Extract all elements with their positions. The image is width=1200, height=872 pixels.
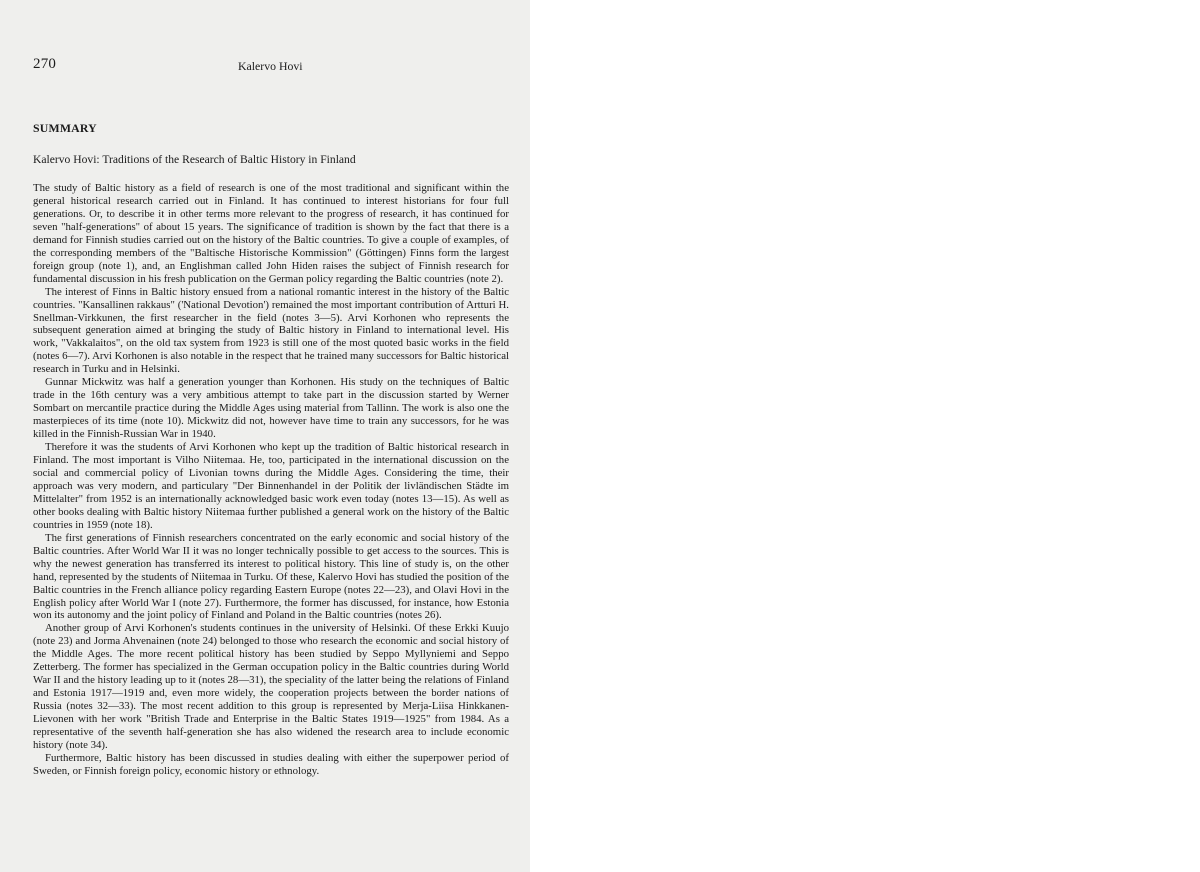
article-title: Kalervo Hovi: Traditions of the Research of Baltic History in Finland: [33, 153, 356, 166]
paragraph: The study of Baltic history as a field of research is one of the most traditional and significant within the general historical research carried out in Finland. It has continued to interest historians for four full generations. Or, to describe it in other terms more relevant to the progress of research, it has continued for seven "half-generations" of about 15 years. The significance of tradition is shown by the fact that there is a demand for Finnish studies carried out on the history of the Baltic countries. To give a couple of examples, of the corresponding members of the "Baltische Historische Kommission" (Göttingen) Finns form the largest foreign group (note 1), and, an Englishman called John Hiden raises the subject of Finnish research for fundamental discussion in his fresh publication on the German policy regarding the Baltic countries (note 2).: [33, 182, 509, 285]
paragraph: Gunnar Mickwitz was half a generation younger than Korhonen. His study on the techniques of Baltic trade in the 16th century was a very ambitious attempt to take part in the discussion started by Werner Sombart on mercantile practice during the Middle Ages using material from Tallinn. The work is also one the masterpieces of its time (note 10). Mickwitz did not, however have time to train any successors, for he was killed in the Finnish-Russian War in 1940.: [33, 376, 509, 441]
paragraph: The first generations of Finnish researchers concentrated on the early economic and social history of the Baltic countries. After World War II it was no longer technically possible to get access to the sources. This is why the newest generation has transferred its interest to political history. This line of study is, on the other hand, represented by the students of Niitemaa in Turku. Of these, Kalervo Hovi has studied the position of the Baltic countries in the French alliance policy regarding Eastern Europe (notes 22—23), and Olavi Hovi in the English policy after World War I (note 27). Furthermore, the former has discussed, for instance, how Estonia won its autonomy and the joint policy of Finland and Poland in the Baltic countries (notes 26).: [33, 531, 509, 622]
paragraph: Furthermore, Baltic history has been discussed in studies dealing with either the superpower period of Sweden, or Finnish foreign policy, economic history or ethnology.: [33, 751, 509, 777]
scanned-page: [0, 0, 530, 872]
paragraph: Therefore it was the students of Arvi Korhonen who kept up the tradition of Baltic historical research in Finland. The most important is Vilho Niitemaa. He, too, participated in the international discussion on the social and commercial policy of Livonian towns during the Middle Ages. Considering the time, their approach was very modern, and particulary "Der Binnenhandel in der Politik der livländischen Städte im Mittelalter" from 1952 is an internationally acknowledged basic work even today (notes 13—15). As well as other books dealing with Baltic history Niitemaa further published a general work on the history of the Baltic countries in 1959 (note 18).: [33, 441, 509, 531]
summary-body: [33, 182, 509, 778]
paragraph: The interest of Finns in Baltic history ensued from a national romantic interest in the history of the Baltic countries. "Kansallinen rakkaus" ('National Devotion') remained the most important contribution of Artturi H. Snellman-Virkkunen, the first researcher in the field (notes 3—5). Arvi Korhonen who represents the subsequent generation aimed at bringing the study of Baltic history in Finland to international level. His work, "Vakkalaitos", on the old tax system from 1923 is still one of the most quoted basic works in the field (notes 6—7). Arvi Korhonen is also notable in the respect that he trained many successors for Baltic historical research in Turku and in Helsinki.: [33, 285, 509, 376]
paragraph: Another group of Arvi Korhonen's students continues in the university of Helsinki. Of these Erkki Kuujo (note 23) and Jorma Ahvenainen (note 24) belonged to those who research the economic and social history of the Middle Ages. The more recent political history has been studied by Seppo Myllyniemi and Seppo Zetterberg. The former has specialized in the German occupation policy in the Baltic countries during World War II and the history leading up to it (notes 28—31), the speciality of the latter being the relations of Finland and Estonia 1917—1919 and, even more widely, the cooperation projects between the border nations of Russia (notes 32—33). The most recent addition to this group is represented by Merja-Liisa Hinkkanen-Lievonen with her work "British Trade and Enterprise in the Baltic States 1919—1925" from 1984. As a representative of the seventh half-generation she has also widened the research area to include economic history (note 34).: [33, 622, 509, 751]
page-number: 270: [33, 56, 57, 72]
section-heading: SUMMARY: [33, 121, 97, 135]
running-head: Kalervo Hovi: [238, 59, 303, 73]
